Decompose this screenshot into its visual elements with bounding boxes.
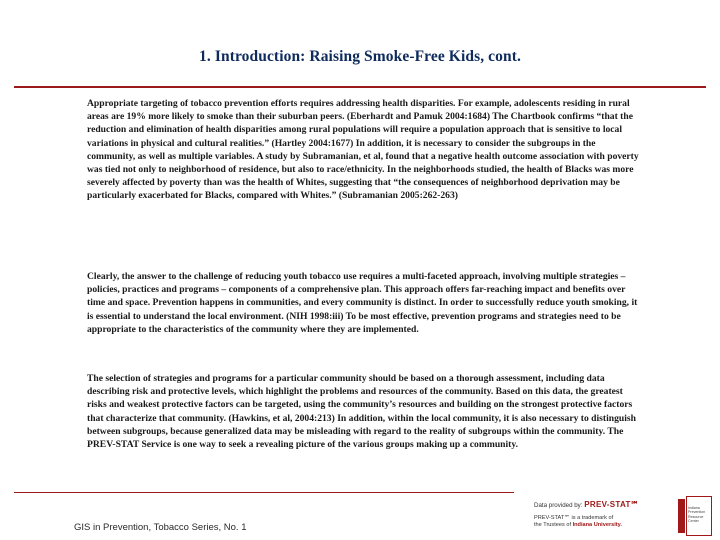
body-paragraph-3: The selection of strategies and programs for a particular community should be based on a thorough assessment, including data describing risk and protective levels, which highlight the problems and resources of the community. Based on this data, the greatest risks and weakest protective factors can be targeted, using the community’s resources and building on the strongest protective factors that characterize that community. (Hawkins, et al, 2004:213) In addition, within the local community, it is also necessary to distinguish between subgroups, because generalized data may be misleading with regard to the reality of subgroups within the community. The PREV-STAT Service is one way to seek a revealing picture of the various groups making up a community.	[87, 373, 636, 451]
logo-text: Indiana Prevention Resource Center	[688, 506, 706, 523]
title-divider	[14, 86, 706, 88]
body-paragraph-1: Appropriate targeting of tobacco prevention efforts requires addressing health disparities. For example, adolescents residing in rural areas are 19% more likely to smoke than their suburban peers. (Eberhardt and Pamuk 2004:1684) The Chartbook confirms “that the reduction and elimination of health disparities among rural populations will require a population approach that is sensitive to local variations in physical and cultural realities.” (Hartley 2004:1677) In addition, it is necessary to consider the subgroups in the community, as well as multiple variables. A study by Subramanian, et al, found that a negative health outcome association with poverty was tied not only to neighborhood of residence, but also to race/ethnicity. In the neighborhoods studied, the health of Blacks was more severely affected by poverty than was the health of Whites, suggesting that “the consequences of neighborhood deprivation may be particularly exacerbated for Blacks, compared with Whites.” (Subramanian 2005:262-263)	[87, 98, 639, 202]
trademark-line-2	[534, 522, 674, 529]
credit-prefix: Data provided by:	[534, 502, 583, 509]
body-paragraph-2: Clearly, the answer to the challenge of reducing youth tobacco use requires a multi-faceted approach, involving multiple strategies – policies, practices and programs – components of a comprehensive plan. This approach offers far-reaching impact and benefits over time and space. Prevention happens in communities, and every community is distinct. In order to successfully reduce youth smoking, it is essential to understand the local environment. (NIH 1998:iii) To be most effective, prevention programs and strategies need to be appropriate to the characteristics of the community where they are implemented.	[87, 271, 638, 335]
footer-series-text: GIS in Prevention, Tobacco Series, No. 1	[74, 522, 247, 533]
footer-divider	[14, 492, 514, 493]
prev-stat-brand: PREV-STAT℠	[584, 500, 640, 509]
trademark-line-1: PREV-STAT℠ is a trademark of	[534, 515, 614, 521]
slide-title: 1. Introduction: Raising Smoke-Free Kids, cont.	[199, 48, 521, 65]
logo-bar	[678, 499, 685, 533]
trademark-prefix: the Trustees of	[534, 522, 572, 528]
trademark-iu: Indiana University.	[572, 522, 622, 528]
ipr-center-logo-icon	[678, 496, 712, 536]
data-credit	[534, 500, 674, 529]
credit-line	[534, 500, 674, 509]
